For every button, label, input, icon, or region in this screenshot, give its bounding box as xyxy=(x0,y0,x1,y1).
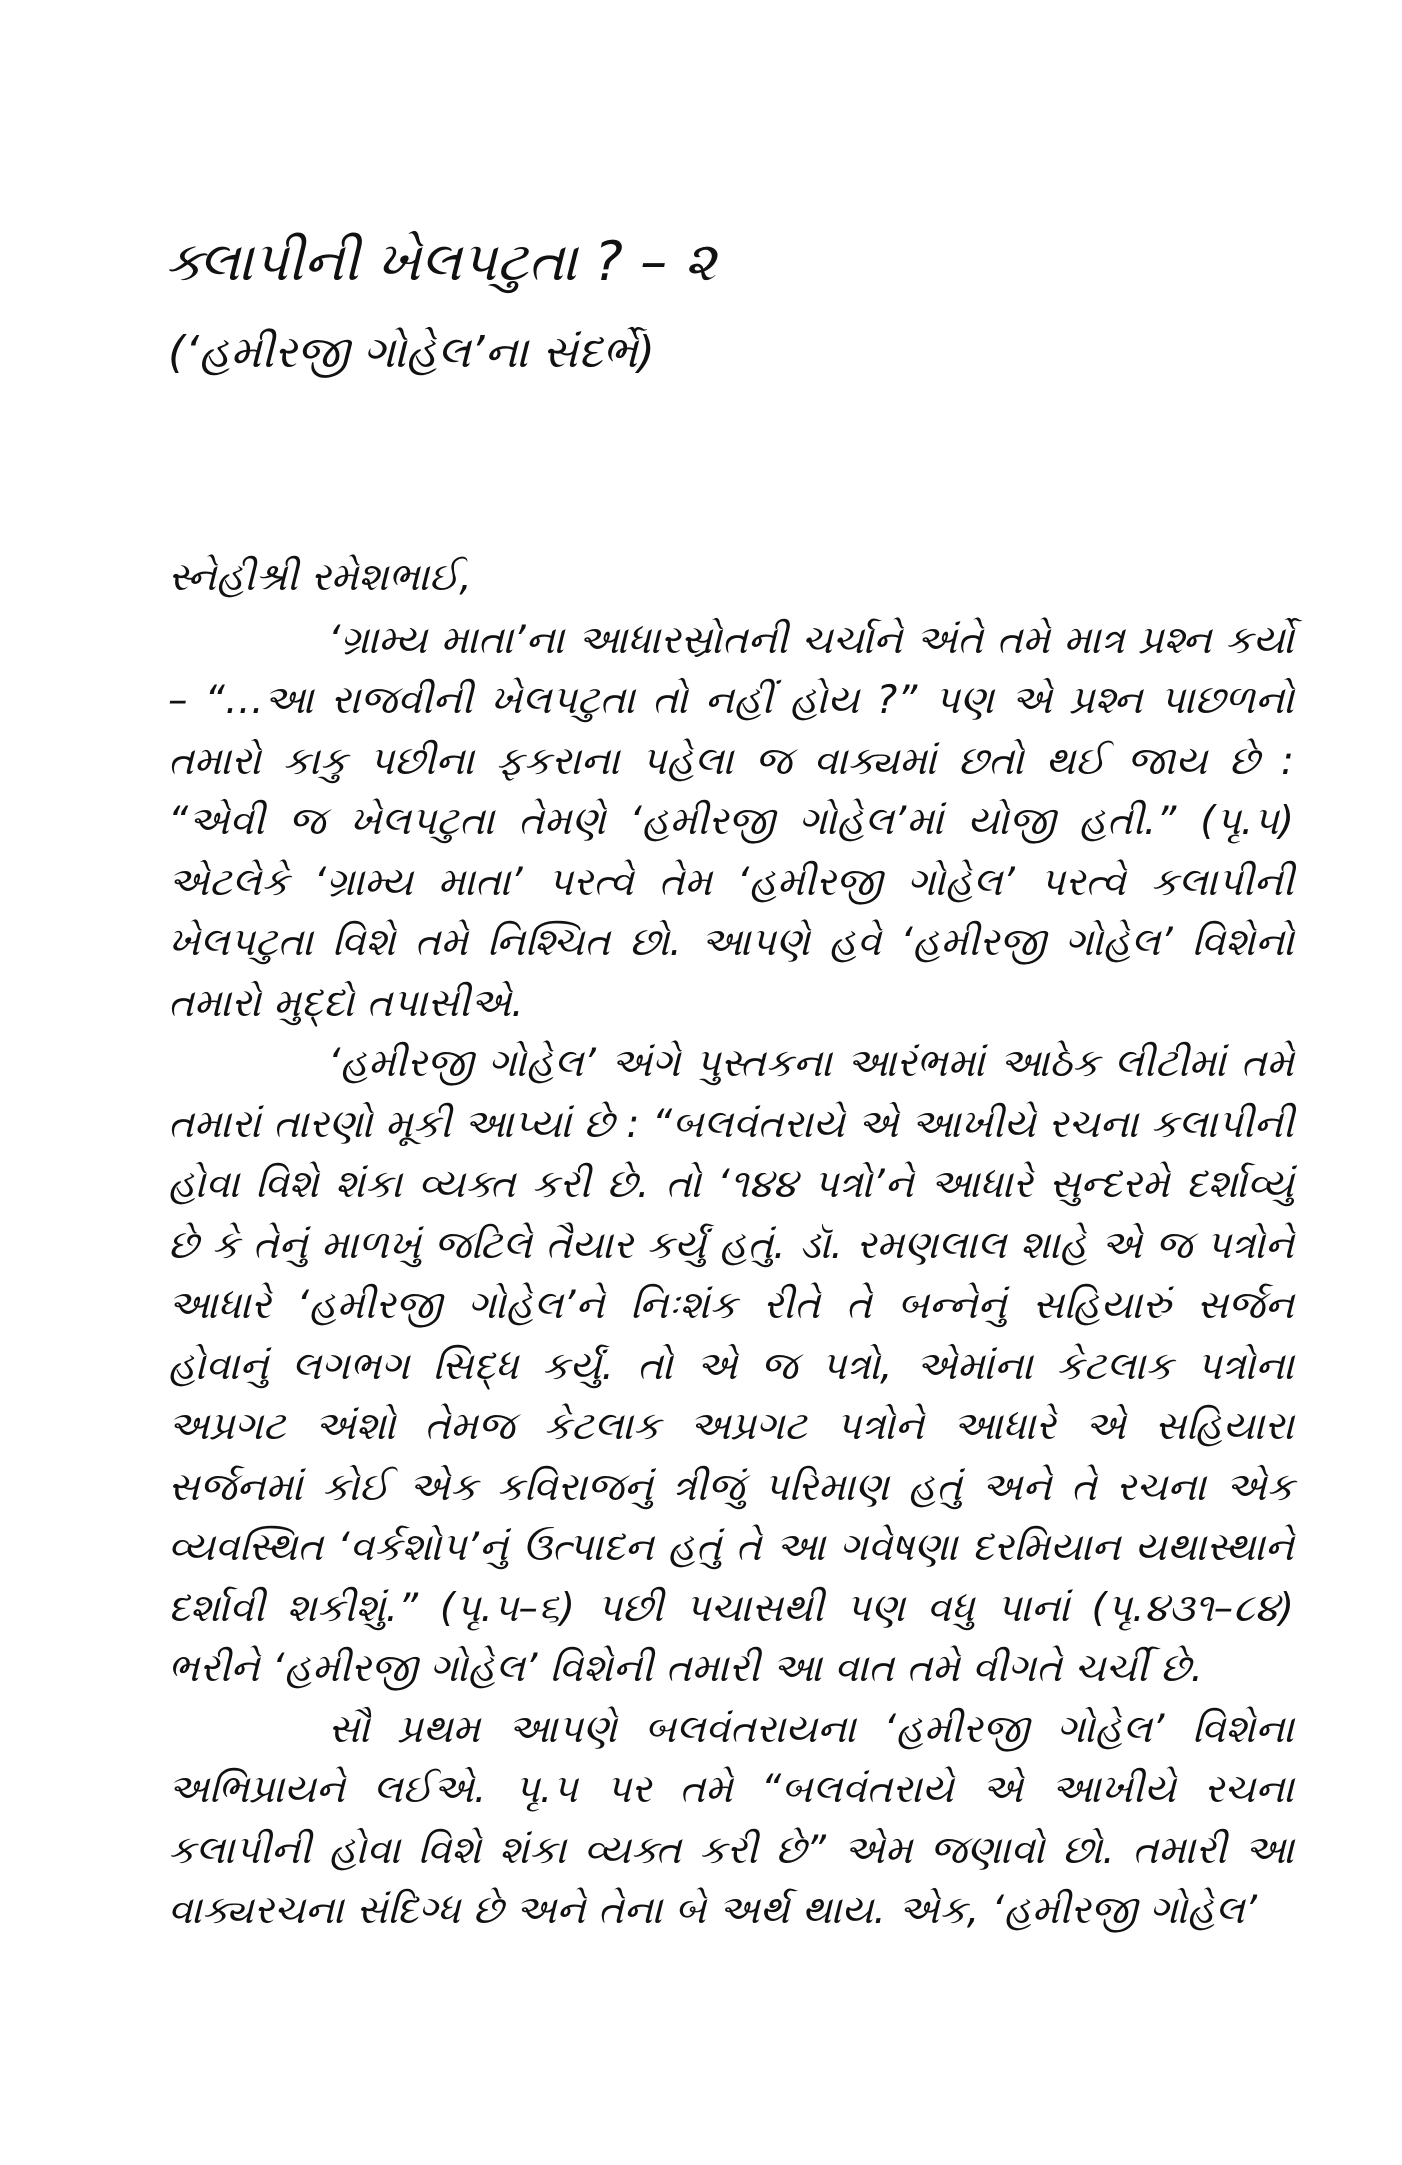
chapter-subtitle: (‘હમીરજી ગોહેલ’ના સંદર્ભે) xyxy=(168,327,655,378)
paragraph-1: ‘ગ્રામ્ય માતા’ના આધારસ્રોતની ચર્ચાને અંતે તમે માત્ર પ્રશ્ન કર્યો – “…આ રાજવીની ખેલપટુતા તો નહીં હોય ?” પણ એ પ્રશ્ન પાછળનો તમારો કાકુ પછીના ફકરાના પહેલા જ વાક્યમાં છતો થઈ જાય છે : “એવી જ ખેલપટુતા તેમણે ‘હમીરજી ગોહેલ’માં યોજી હતી.” (પૃ.૫) એટલેકે ‘ગ્રામ્ય માતા’ પરત્વે તેમ ‘હમીરજી ગોહેલ’ પરત્વે કલાપીની ખેલપટુતા વિશે તમે નિશ્ચિત છો. આપણે હવે ‘હમીરજી ગોહેલ’ વિશેનો તમારો મુદ્દો તપાસીએ. xyxy=(168,617,1294,1026)
paragraph-3: સૌ પ્રથમ આપણે બલવંતરાયના ‘હમીરજી ગોહેલ’ વિશેના અભિપ્રાયને લઈએ. પૃ.૫ પર તમે “બલવંતરાયે એ આખીયે રચના કલાપીની હોવા વિશે શંકા વ્યક્ત કરી છે” એમ જણાવો છો. તમારી આ વાક્યરચના સંદિગ્ધ છે અને તેના બે અર્થ થાય. એક, ‘હમીરજી ગોહેલ’ xyxy=(168,1706,1294,1933)
letter-body xyxy=(168,548,1294,1942)
salutation: સ્નેહીશ્રી રમેશભાઈ, xyxy=(168,555,472,600)
chapter-title: ક્લાપીની ખેલપટુતા ? – ૨ xyxy=(165,230,716,293)
paragraph-2: ‘હમીરજી ગોહેલ’ અંગે પુસ્તકના આરંભમાં આઠેક લીટીમાં તમે તમારાં તારણો મૂકી આપ્યાં છે : “બલવંતરાયે એ આખીયે રચના કલાપીની હોવા વિશે શંકા વ્યક્ત કરી છે. તો ‘૧૪૪ પત્રો’ને આધારે સુન્દરમે દર્શાવ્યું છે કે તેનું માળખું જટિલે તૈયાર કર્યું હતું. ડૉ. રમણલાલ શાહે એ જ પત્રોને આધારે ‘હમીરજી ગોહેલ’ને નિઃશંક રીતે તે બન્નેનું સહિયારું સર્જન હોવાનું લગભગ સિદ્ધ કર્યું. તો એ જ પત્રો, એમાંના કેટલાક પત્રોના અપ્રગટ અંશો તેમજ કેટલાક અપ્રગટ પત્રોને આધારે એ સહિયારા સર્જનમાં કોઈ એક કવિરાજનું ત્રીજું પરિમાણ હતું અને તે રચના એક વ્યવસ્થિત ‘વર્કશોપ’નું ઉત્પાદન હતું તે આ ગવેષણા દરમિયાન યથાસ્થાને દર્શાવી શકીશું.” (પૃ.૫–૬) પછી પચાસથી પણ વધુ પાનાં (પૃ.૪૩૧–૮૪) ભરીને ‘હમીરજી ગોહેલ’ વિશેની તમારી આ વાત તમે વીગતે ચર્ચી છે. xyxy=(168,1041,1294,1691)
